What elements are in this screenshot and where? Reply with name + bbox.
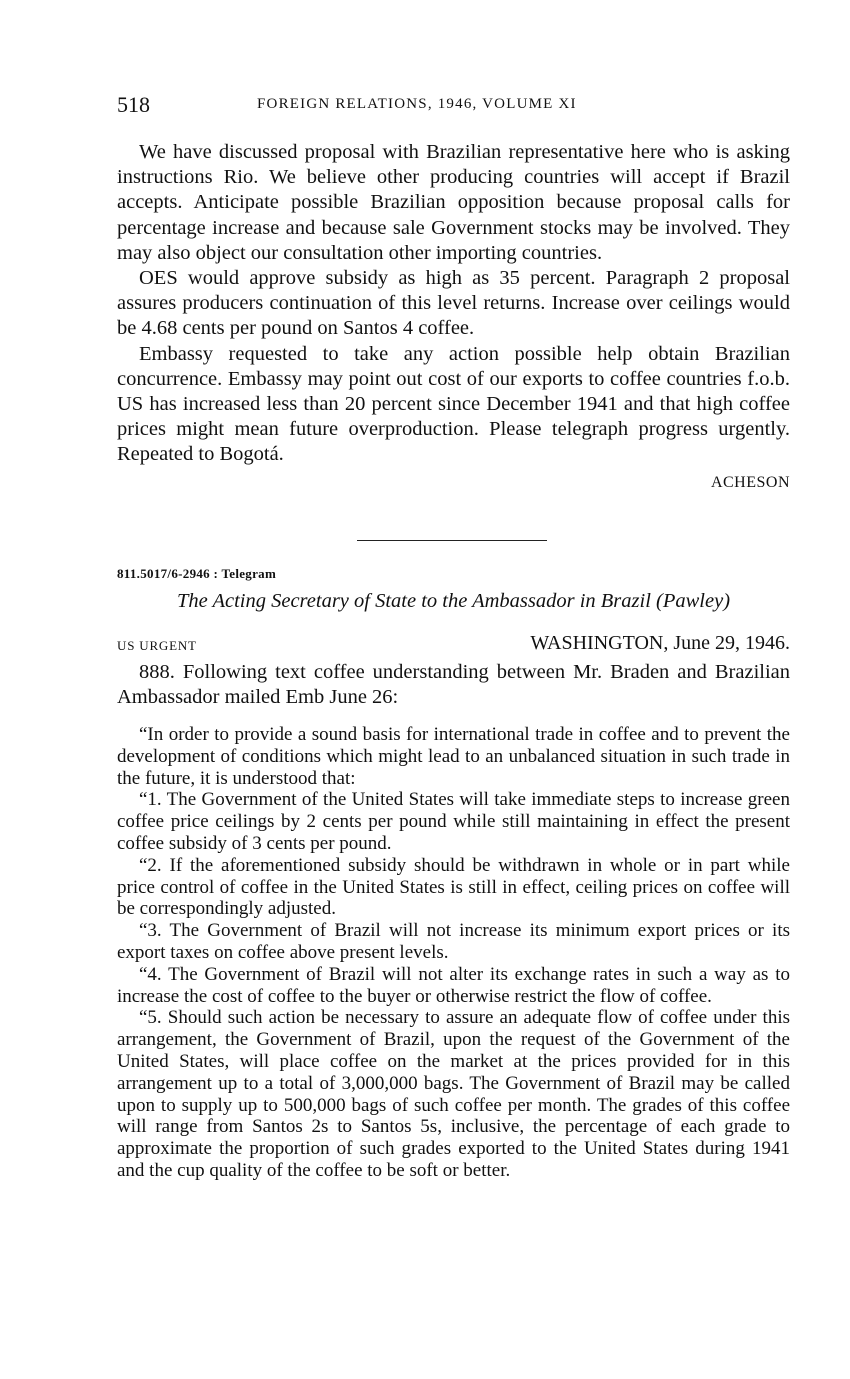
page-header [117, 92, 790, 122]
document-heading: The Acting Secretary of State to the Ambassador in Brazil (Pawley) [176, 590, 731, 612]
previous-document-body [117, 140, 790, 495]
signature: ACHESON [710, 473, 790, 491]
classification: US URGENT [117, 638, 197, 653]
paragraph: OES would approve subsidy as high as 35 percent. Paragraph 2 proposal assures producers continuation of this level returns. Increase over ceilings would be 4.68 cents per pound on Santos 4 coffee. [117, 267, 790, 340]
page-number: 518 [117, 92, 150, 117]
running-title: FOREIGN RELATIONS, 1946, VOLUME XI [257, 96, 577, 112]
paragraph: We have discussed proposal with Brazilian representative here who is asking instructions Rio. We believe other producing countries will accept if Brazil accepts. Anticipate possible Brazilian opposition because proposal calls for percentage increase and because sale Government stocks may be involved. They may also object our consultation other importing countries. [117, 141, 790, 264]
telegram-intro [117, 660, 790, 710]
quoted-understanding [117, 724, 790, 1182]
quoted-paragraph: “3. The Government of Brazil will not increase its minimum export prices or its export taxes on coffee above present levels. [117, 920, 790, 963]
file-number: 811.5017/6-2946 : Telegram [117, 566, 277, 581]
paragraph: Embassy requested to take any action possible help obtain Brazilian concurrence. Embassy may point out cost of our exports to coffee countries f.o.b. US has increased less than 20 percent since December 1941 and that high coffee prices might mean future overproduction. Please telegraph progress urgently. Repeated to Bogotá. [117, 342, 790, 466]
quoted-paragraph: “5. Should such action be necessary to assure an adequate flow of coffee under this arrangement, the Government of Brazil, upon the request of the Government of the United States, will place coffee on the market at the prices provided for in this arrangement up to a total of 3,000,000 bags. The Government of Brazil may be called upon to supply up to 500,000 bags of such coffee per month. The grades of this coffee will range from Santos 2s to Santos 5s, inclusive, the percentage of each grade to approximate the proportion of such grades exported to the United States during 1941 and the cup quality of the coffee to be soft or better. [117, 1007, 790, 1181]
quoted-paragraph: “1. The Government of the United States will take immediate steps to increase green coffee price ceilings by 2 cents per pound while still maintaining in effect the present coffee subsidy of 3 cents per pound. [117, 789, 790, 854]
quoted-paragraph: “2. If the aforementioned subsidy should be withdrawn in whole or in part while price control of coffee in the United States is still in effect, ceiling prices on coffee will be correspondingly adjusted. [117, 854, 790, 920]
quoted-paragraph: “4. The Government of Brazil will not alter its exchange rates in such a way as to increase the cost of coffee to the buyer or otherwise restrict the flow of coffee. [117, 963, 790, 1007]
paragraph: 888. Following text coffee understanding between Mr. Braden and Brazilian Ambassador mailed Emb June 26: [117, 661, 790, 709]
dateline: WASHINGTON, June 29, 1946. [530, 632, 790, 654]
section-divider [357, 540, 547, 541]
quoted-paragraph: “In order to provide a sound basis for international trade in coffee and to prevent the development of conditions which might lead to an unbalanced situation in such trade in the future, it is understood that: [117, 724, 790, 789]
